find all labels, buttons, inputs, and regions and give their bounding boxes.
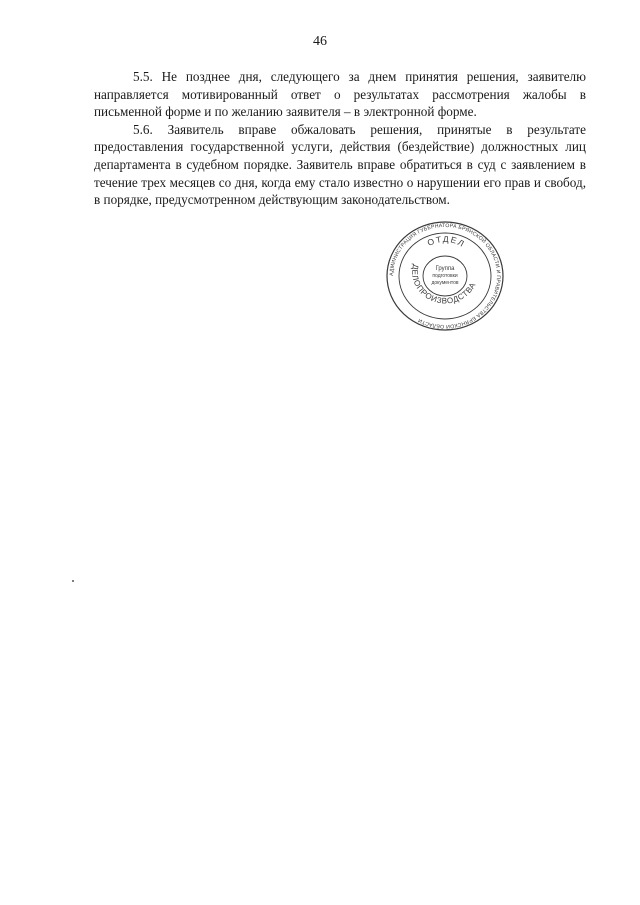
stamp-center-line-2: подготовки xyxy=(432,273,458,279)
paragraph-5-6: 5.6. Заявитель вправе обжаловать решения, принятые в результате предоставления государственной услуги, действия (бездействие) должностных лиц департамента в судебном порядке. Заявитель вправе обратиться в суд с заявлением в течение трех месяцев со дня, когда ему стало известно о нарушении его прав и свобод, в порядке, предусмотренном действующим законодательством. xyxy=(94,121,586,208)
stamp-outer-text: АДМИНИСТРАЦИЯ ГУБЕРНАТОРА БРЯНСКОЙ ОБЛАСТИ И ПРАВИТЕЛЬСТВА БРЯНСКОЙ ОБЛАСТИ xyxy=(388,222,502,330)
official-stamp xyxy=(385,220,505,332)
scan-speck xyxy=(72,580,74,582)
stamp-center-line-1: Группа xyxy=(435,266,455,272)
stamp-top-text: ОТДЕЛ xyxy=(425,233,468,250)
document-body xyxy=(94,68,586,209)
paragraph-5-5: 5.5. Не позднее дня, следующего за днем принятия решения, заявителю направляется мотивированный ответ о результатах рассмотрения жалобы в письменной форме и по желанию заявителя – в электронной форме. xyxy=(94,69,586,120)
stamp-inner-text: ДЕЛОПРОИЗВОДСТВА xyxy=(410,263,478,306)
stamp-center-line-3: документов xyxy=(431,280,459,286)
page-number: 46 xyxy=(313,34,327,49)
